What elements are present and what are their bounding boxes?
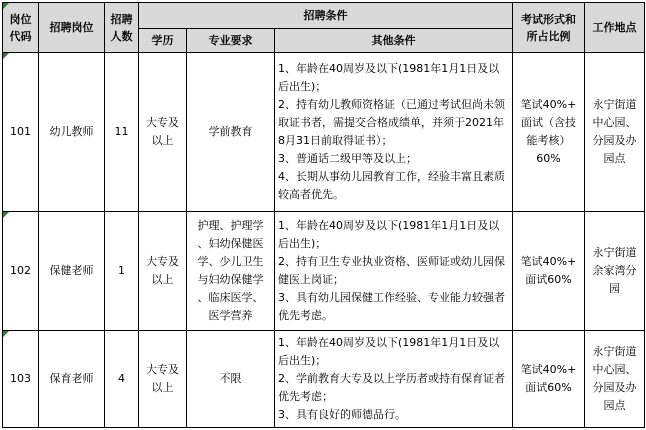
cell-conditions-line: 4、长期从事幼儿园教育工作，经验丰富且素质较高者优先。	[278, 169, 505, 201]
cell-location	[585, 331, 645, 428]
header-code: 岗位 代码	[3, 3, 39, 53]
cell-corner-marker	[3, 212, 9, 218]
header-position: 招聘岗位	[39, 3, 105, 53]
cell-major-line: 学前教育	[208, 124, 253, 138]
recruitment-table	[2, 2, 645, 428]
cell-education-line: 以上	[151, 381, 174, 395]
cell-exam-line: 笔试40%+	[520, 254, 577, 268]
cell-exam	[513, 211, 585, 331]
header-exam: 考试形式和 所占比例	[513, 3, 585, 53]
cell-major	[187, 211, 275, 331]
table-body	[3, 53, 645, 428]
cell-location-line: 分园及办	[592, 133, 637, 147]
cell-count: 1	[105, 211, 139, 331]
table-row	[3, 211, 645, 331]
cell-exam-line: 能考核）	[526, 133, 571, 147]
header-education: 学历	[139, 29, 187, 53]
cell-exam-line: 面试60%	[525, 381, 572, 395]
table-row	[3, 331, 645, 428]
cell-conditions-line: 1、年龄在40周岁及以下(1981年1月1日及以后出生)；	[278, 336, 500, 368]
cell-education-line: 以上	[151, 272, 174, 286]
cell-major-line: 、临床医学、	[197, 290, 264, 304]
cell-education-line: 以上	[151, 133, 174, 147]
cell-position: 幼儿教师	[39, 53, 105, 212]
cell-major-line: 与妇幼保健学	[197, 272, 264, 286]
cell-position: 保健老师	[39, 211, 105, 331]
cell-location-line: 永宁街道	[592, 345, 637, 359]
cell-location-line: 园点	[603, 151, 626, 165]
cell-exam-line: 笔试40%+	[520, 97, 577, 111]
cell-major-line: 、妇幼保健医	[197, 236, 264, 250]
cell-corner-marker	[3, 3, 9, 9]
cell-major-line: 学、少儿卫生	[197, 254, 264, 268]
cell-location-line: 园	[609, 281, 620, 295]
cell-location-line: 余家湾分	[592, 263, 637, 277]
cell-location-line: 永宁街道	[592, 97, 637, 111]
cell-corner-marker	[3, 331, 9, 337]
cell-education-line: 大专及	[146, 363, 179, 377]
cell-exam-line: 面试（含技	[521, 115, 576, 129]
cell-location-line: 园点	[603, 399, 626, 413]
table-row	[3, 53, 645, 212]
header-conditions: 招聘条件	[139, 3, 513, 29]
cell-education-line: 大专及	[146, 115, 179, 129]
cell-major	[187, 331, 275, 428]
cell-count: 11	[105, 53, 139, 212]
cell-position: 保育老师	[39, 331, 105, 428]
cell-corner-marker	[3, 53, 9, 59]
cell-exam	[513, 53, 585, 212]
header-location: 工作地点	[585, 3, 645, 53]
cell-education	[139, 211, 187, 331]
cell-count: 4	[105, 331, 139, 428]
cell-conditions-line: 3、具有良好的师德品行。	[278, 408, 406, 422]
cell-location-line: 分园及办	[592, 381, 637, 395]
cell-conditions-line: 3、普通话二级甲等及以上；	[278, 151, 417, 165]
cell-education	[139, 53, 187, 212]
cell-conditions-line: 2、持有卫生专业执业资格、医师证或幼儿园保健医上岗证；	[278, 254, 505, 286]
cell-location-line: 中心园、	[592, 363, 637, 377]
cell-exam-line: 面试60%	[525, 272, 572, 286]
header-count: 招聘 人数	[105, 3, 139, 53]
cell-major-line: 护理、护理学	[197, 218, 264, 232]
cell-exam-line: 60%	[536, 151, 561, 165]
cell-conditions	[275, 331, 513, 428]
cell-conditions-line: 1、年龄在40周岁及以下(1981年1月1日及以后出生)；	[278, 218, 500, 250]
cell-location	[585, 211, 645, 331]
header-major: 专业要求	[187, 29, 275, 53]
cell-location-line: 永宁街道	[592, 245, 637, 259]
cell-conditions	[275, 211, 513, 331]
cell-code: 101	[3, 53, 39, 212]
cell-exam	[513, 331, 585, 428]
cell-conditions-line: 1、年龄在40周岁及以下(1981年1月1日及以后出生)；	[278, 61, 500, 93]
cell-conditions-line: 3、具有幼儿园保健工作经验、专业能力较强者优先考虑。	[278, 290, 505, 322]
cell-major-line: 医学营养	[208, 308, 253, 322]
cell-conditions-line: 2、持有幼儿教师资格证（已通过考试但尚未领取证书者，需提交合格成绩单，并须于2021年8月31日前取得证书）；	[278, 97, 505, 147]
cell-education-line: 大专及	[146, 254, 179, 268]
cell-location	[585, 53, 645, 212]
header-other: 其他条件	[275, 29, 513, 53]
cell-exam-line: 笔试40%+	[520, 363, 577, 377]
cell-education	[139, 331, 187, 428]
cell-conditions-line: 2、学前教育大专及以上学历者或持有保育证者优先考虑；	[278, 372, 505, 404]
cell-major-line: 不限	[219, 372, 242, 386]
table-header	[3, 3, 645, 53]
cell-code: 103	[3, 331, 39, 428]
cell-code: 102	[3, 211, 39, 331]
cell-conditions	[275, 53, 513, 212]
cell-major	[187, 53, 275, 212]
cell-location-line: 中心园、	[592, 115, 637, 129]
